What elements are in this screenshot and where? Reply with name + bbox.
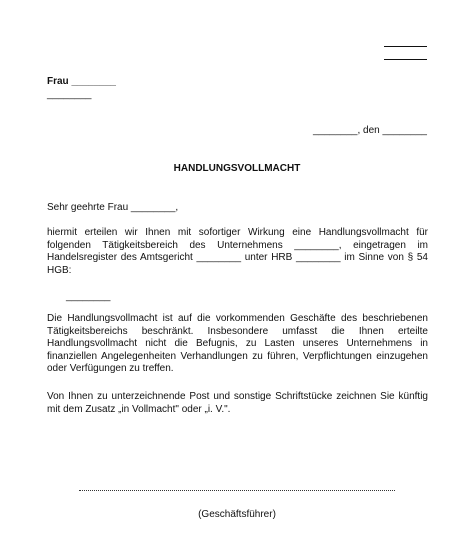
recipient-address: ________ [47,89,92,100]
paragraph-grant: hiermit erteilen wir Ihnen mit sofortiger Wirkung eine Handlungsvollmacht für folgenden Tätigkeitsbereich des Unternehmens ________, eingetragen im Handelsregister des Amtsgericht ________ unter HRB ________ im Sinne von § 54 HGB: [47,227,428,276]
area-blank: ________ [66,291,111,302]
recipient-name: Frau ________ [47,76,116,87]
sender-line-2 [384,59,427,60]
salutation: Sehr geehrte Frau ________, [47,202,179,213]
signature-label: (Geschäftsführer) [198,509,276,520]
sender-line-1 [384,46,427,47]
place-date: ________, den ________ [312,125,427,136]
document-title: HANDLUNGSVOLLMACHT [173,163,301,174]
paragraph-signing: Von Ihnen zu unterzeichnende Post und sonstige Schriftstücke zeichnen Sie künftig mit dem Zusatz „in Vollmacht" oder „i. V.". [47,391,428,415]
paragraph-scope: Die Handlungsvollmacht ist auf die vorkommenden Geschäfte des beschriebenen Tätigkeitsbereichs beschränkt. Insbesondere umfasst die Ihnen erteilte Handlungsvollmacht nicht die Befugnis, zu Lasten unseres Unternehmens in finanziellen Angelegenheiten Verhandlungen zu führen, Verpflichtungen einzugehen oder Verfügungen zu treffen. [47,313,428,374]
signature-line [79,490,395,491]
